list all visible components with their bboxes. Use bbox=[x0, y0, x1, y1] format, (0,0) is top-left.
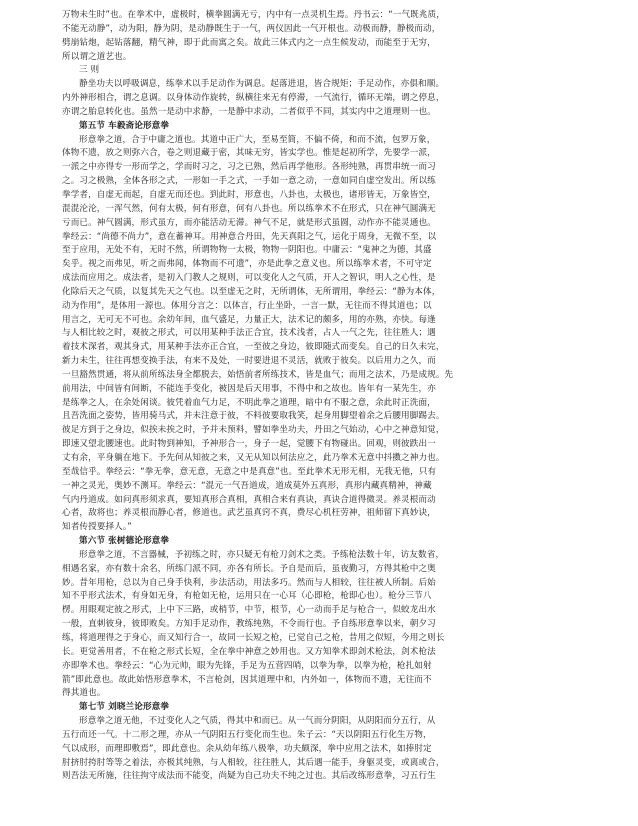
text-line: 亏而已。神气圆满，形式虽方，而亦能活动无滞。神气不足，就是形式虽圆，动作亦不能灵通也。 bbox=[62, 217, 436, 228]
text-line: 形意拳之道，合于中庸之道也。其道中正广大，至易至简，不偏不倚，和而不流，包罗万象， bbox=[79, 134, 436, 145]
sub-heading: 三 则 bbox=[79, 65, 100, 76]
text-line: 妙。昔年用枪，总以为自己身手快利，步法活动，用法多巧。然而与人相较，往往被人所制。后始 bbox=[62, 577, 436, 588]
text-line: 着技术深者，观其身式，用某种手法亦正合宜，一至彼之身边，彼即随式而变矣。自己的日久未完， bbox=[62, 342, 445, 353]
text-line: 亦即拳术也。拳经云：“心为元帅，眼为先锋，手足为五营四哨，以拳为拳，以拳为枪，枪扎如射 bbox=[62, 660, 432, 671]
text-line: 丈有余，平身躺在地下。予先何从知彼之来，又无从知以何法应之，此乃拳术无意中抖擞之神力也。 bbox=[62, 453, 445, 463]
text-line: 肘挤肘挎肘等等之着法，亦极其纯熟，与人相较，往往胜人，其后遇一能手，身躯灵变，或离或合， bbox=[62, 757, 445, 768]
text-line: 拳经云：“尚德不尚力”，意在蓄神耳。用神意合丹田，先天真阳之气，运化于周身，无微不至，以 bbox=[62, 231, 437, 242]
text-line: 成法而应用之。成法者，是初入门教人之规则，可以变化人之气质，开人之智识，明人之心性，是 bbox=[62, 273, 436, 284]
section-heading: 第六节 张树德论形意拳 bbox=[79, 536, 170, 547]
text-line: 形意拳之道，不言器械，予初练之时，亦只疑无有枪刀剑术之类。予练枪法数十年，访友数省， bbox=[79, 549, 445, 560]
text-line: 劈崩钻炮，起钻落翻，精气神，即于此而寓之矣。故此三体式内之一点生候发动，而能至于无穷， bbox=[62, 37, 436, 48]
text-line: 一派之中亦得专一形而学之，学而时习之，习之已熟，然后再学他形。各形纯熟，再贯串统一而习 bbox=[62, 162, 436, 173]
text-line: 形意拳之道无他，不过变化人之气质，得其中和而已。从一气而分阴阳，从阴阳而分五行，从 bbox=[79, 716, 436, 727]
text-line: 知者传授要择人。” bbox=[62, 522, 132, 533]
text-line: 一般，直刺彼身，彼即败矣。方知手足动作，教练纯熟，不令而行也。予自练形意拳以来，朝夕习 bbox=[62, 619, 436, 630]
text-line: 一神之灵光，奥妙不测耳。拳经云：“混元一气吾道成，道成莫外五真形，真形内藏真精神，神藏 bbox=[62, 480, 432, 491]
text-line: 长。更觉善用者，不在枪之形式长短，全在拳中神意之妙用也。又方知拳术即剑术枪法，剑术枪法 bbox=[62, 646, 436, 657]
text-line: 动为作用”，是体用一源也。体用分言之：以体言，行止坐卧，一言一默，无往而不得其道也；以 bbox=[62, 300, 432, 311]
text-line: 化除后天之气质，以复其先天之气也。以至虚无之时，无所谓体，无所谓用，拳经云：“静为本体， bbox=[62, 286, 441, 297]
text-line: 气以成形，而理即敷焉”，即此意也。余从幼年练八极拳，功夫颇深，拳中应用之法术，如捧肘定 bbox=[62, 743, 432, 754]
text-line: 心者，敌将也；养灵根而静心者，修道也。武艺虽真窍不真，费尽心机枉劳神，祖师留下真妙诀， bbox=[62, 508, 436, 519]
text-line: 之。习之极熟，全体各形之式，一形如一手之式，一手如一意之动，一意如同自虚空发出。所以练 bbox=[62, 176, 436, 187]
text-line: 是练拳之人，在余处闲谈。彼凭着血气力足，不明此拳之道理，暗中有不服之意，余此时正洗面， bbox=[62, 397, 436, 408]
text-line: 矣乎。视之而弗见，听之而弗闻，体物而不可遗”，亦是此拳之意义也。所以练拳术者，不可守定 bbox=[62, 259, 432, 270]
text-line: 五行而还一气。十二形之理，亦从一气阴阳五行变化而生也。朱子云：“天以阴阳五行化生万物， bbox=[62, 729, 432, 740]
text-line: 即速又望北腰速也。此时物到神知，予神形合一，身子一起，觉腰下有物碰出。回观，则彼跌出一 bbox=[62, 439, 436, 450]
text-line: 与人相比较之时，观彼之形式，可以用某种手法正合宜，技术浅者，占人一气之先，往往胜人；遇 bbox=[62, 328, 436, 339]
text-line: 练，将道理得之于身心，而又知行合一，故同一长短之枪，已觉自己之枪，昔用之似短，今用之则长 bbox=[62, 632, 445, 643]
section-heading: 第五节 车毅斋论形意拳 bbox=[79, 120, 170, 131]
text-line: 所以谓之道艺也。 bbox=[62, 51, 132, 62]
text-line: 体物不遗，放之则弥六合，卷之则退藏于密，其味无穷，皆实学也。惟是起初所学，先要学一派， bbox=[62, 148, 436, 159]
text-line: 不能无动静”，动为阳，静为阴，是动静既生于一气，两仪因此一气开根也。动极而静，静极而动， bbox=[62, 23, 441, 34]
text-line: 楞。用眼观定彼之形式，上中下三路，或梢节，中节，根节，心一动而手足与枪合一，似蛟龙出水 bbox=[62, 605, 436, 616]
text-line: 用言之，无可无不可也。余幼年间，血气盛足，力量正大，法术记的颇多，用的亦熟，亦快。每逢 bbox=[62, 314, 436, 325]
text-line: 得其道也。 bbox=[62, 688, 106, 699]
text-line: 前用法，中间皆有间断，不能连手变化，被因是后天用事，不得中和之故也。皆年有一某先生，亦 bbox=[62, 383, 436, 394]
text-line: 一旦豁然贯通，将从前所练法身全都脱去，始悟前者所练技术，皆是血气；而用之法术，乃是成规。先 bbox=[62, 369, 454, 380]
text-line: 混混沦沦，一浑气然，何有太极，何有形意，何有八卦也。所以练拳术不在形式，只在神气圆满无 bbox=[62, 203, 436, 214]
text-line: 至哉信乎。拳经云：“拳无拳，意无意，无意之中是真意”也。至此拳术无形无相，无我无他，只有 bbox=[62, 466, 437, 477]
text-line: 拳学者，自虚无而起，自虚无而还也。到此时，形意也，八卦也，太极也，诸形皆无，万象皆空， bbox=[62, 189, 436, 200]
text-line: 内外神形相合，谓之息调。以身体动作旋转，纵横往来无有停滞，一气流行，循环无端，谓之停息， bbox=[62, 93, 445, 104]
text-line: 亦谓之胎息转化也。虽然一是动中求静，一是静中求动，二者似乎不同，其实内中之道理则一也。 bbox=[62, 106, 436, 117]
text-line: 且吾洗面之姿势，皆用骑马式，并未注意于彼，不料彼要取我笑，起身用脚望着余之后腰用脚踢去。 bbox=[62, 411, 445, 422]
text-line: 至于应用，无处不有，无时不然，所谓物物一太极，物物一阴阳也。中庸云：“鬼神之为德，其盛 bbox=[62, 245, 432, 256]
text-line: 新力未生，往往再想变换手法，有来不及处，一时要进退不灵活，就败于彼矣。以后用力之久，而 bbox=[62, 356, 436, 367]
text-line: 则吾法无所施，往往拘守成法而不能变，尚疑为自己功夫不纯之过也。其后改练形意拳，习五行生 bbox=[62, 771, 436, 782]
text-line: 知不乎形式法术，有身如无身，有枪如无枪，运用只在一心耳（心即枪，枪即心也）。枪分三节八 bbox=[62, 591, 432, 602]
text-line: 彼足方到于之身边，似挨未挨之时，予并未预料，譬如拳坐功夫，丹田之气始动，心中之神意知觉， bbox=[62, 425, 445, 436]
text-line: 气内丹道成。如问真形须求真，要知真形合真相，真相合来有真诀，真诀合道得微灵。养灵根而动 bbox=[62, 494, 436, 505]
section-heading: 第七节 刘晓兰论形意拳 bbox=[79, 702, 170, 713]
text-line: 相遇名家，亦有数十余名，所练门派不同，亦各有所长。予自是而后，虽夜勤习，方得其枪中之奥 bbox=[62, 563, 436, 574]
text-line: 静坐功夫以呼吸调息，练拳术以手足动作为调息。起落进退，皆合规矩；手足动作，亦俱和顺。 bbox=[79, 79, 445, 90]
text-line: 箭”即此意也。故此始悟形意拳术，不言枪剑，因其道理中和，内外如一，体物而不遗，无往而不 bbox=[62, 674, 432, 685]
text-line: 万物未生时”也。在拳术中，虚极时，横拳圆满无亏，内中有一点灵机生焉。丹书云：“一气既兆质， bbox=[62, 10, 445, 20]
